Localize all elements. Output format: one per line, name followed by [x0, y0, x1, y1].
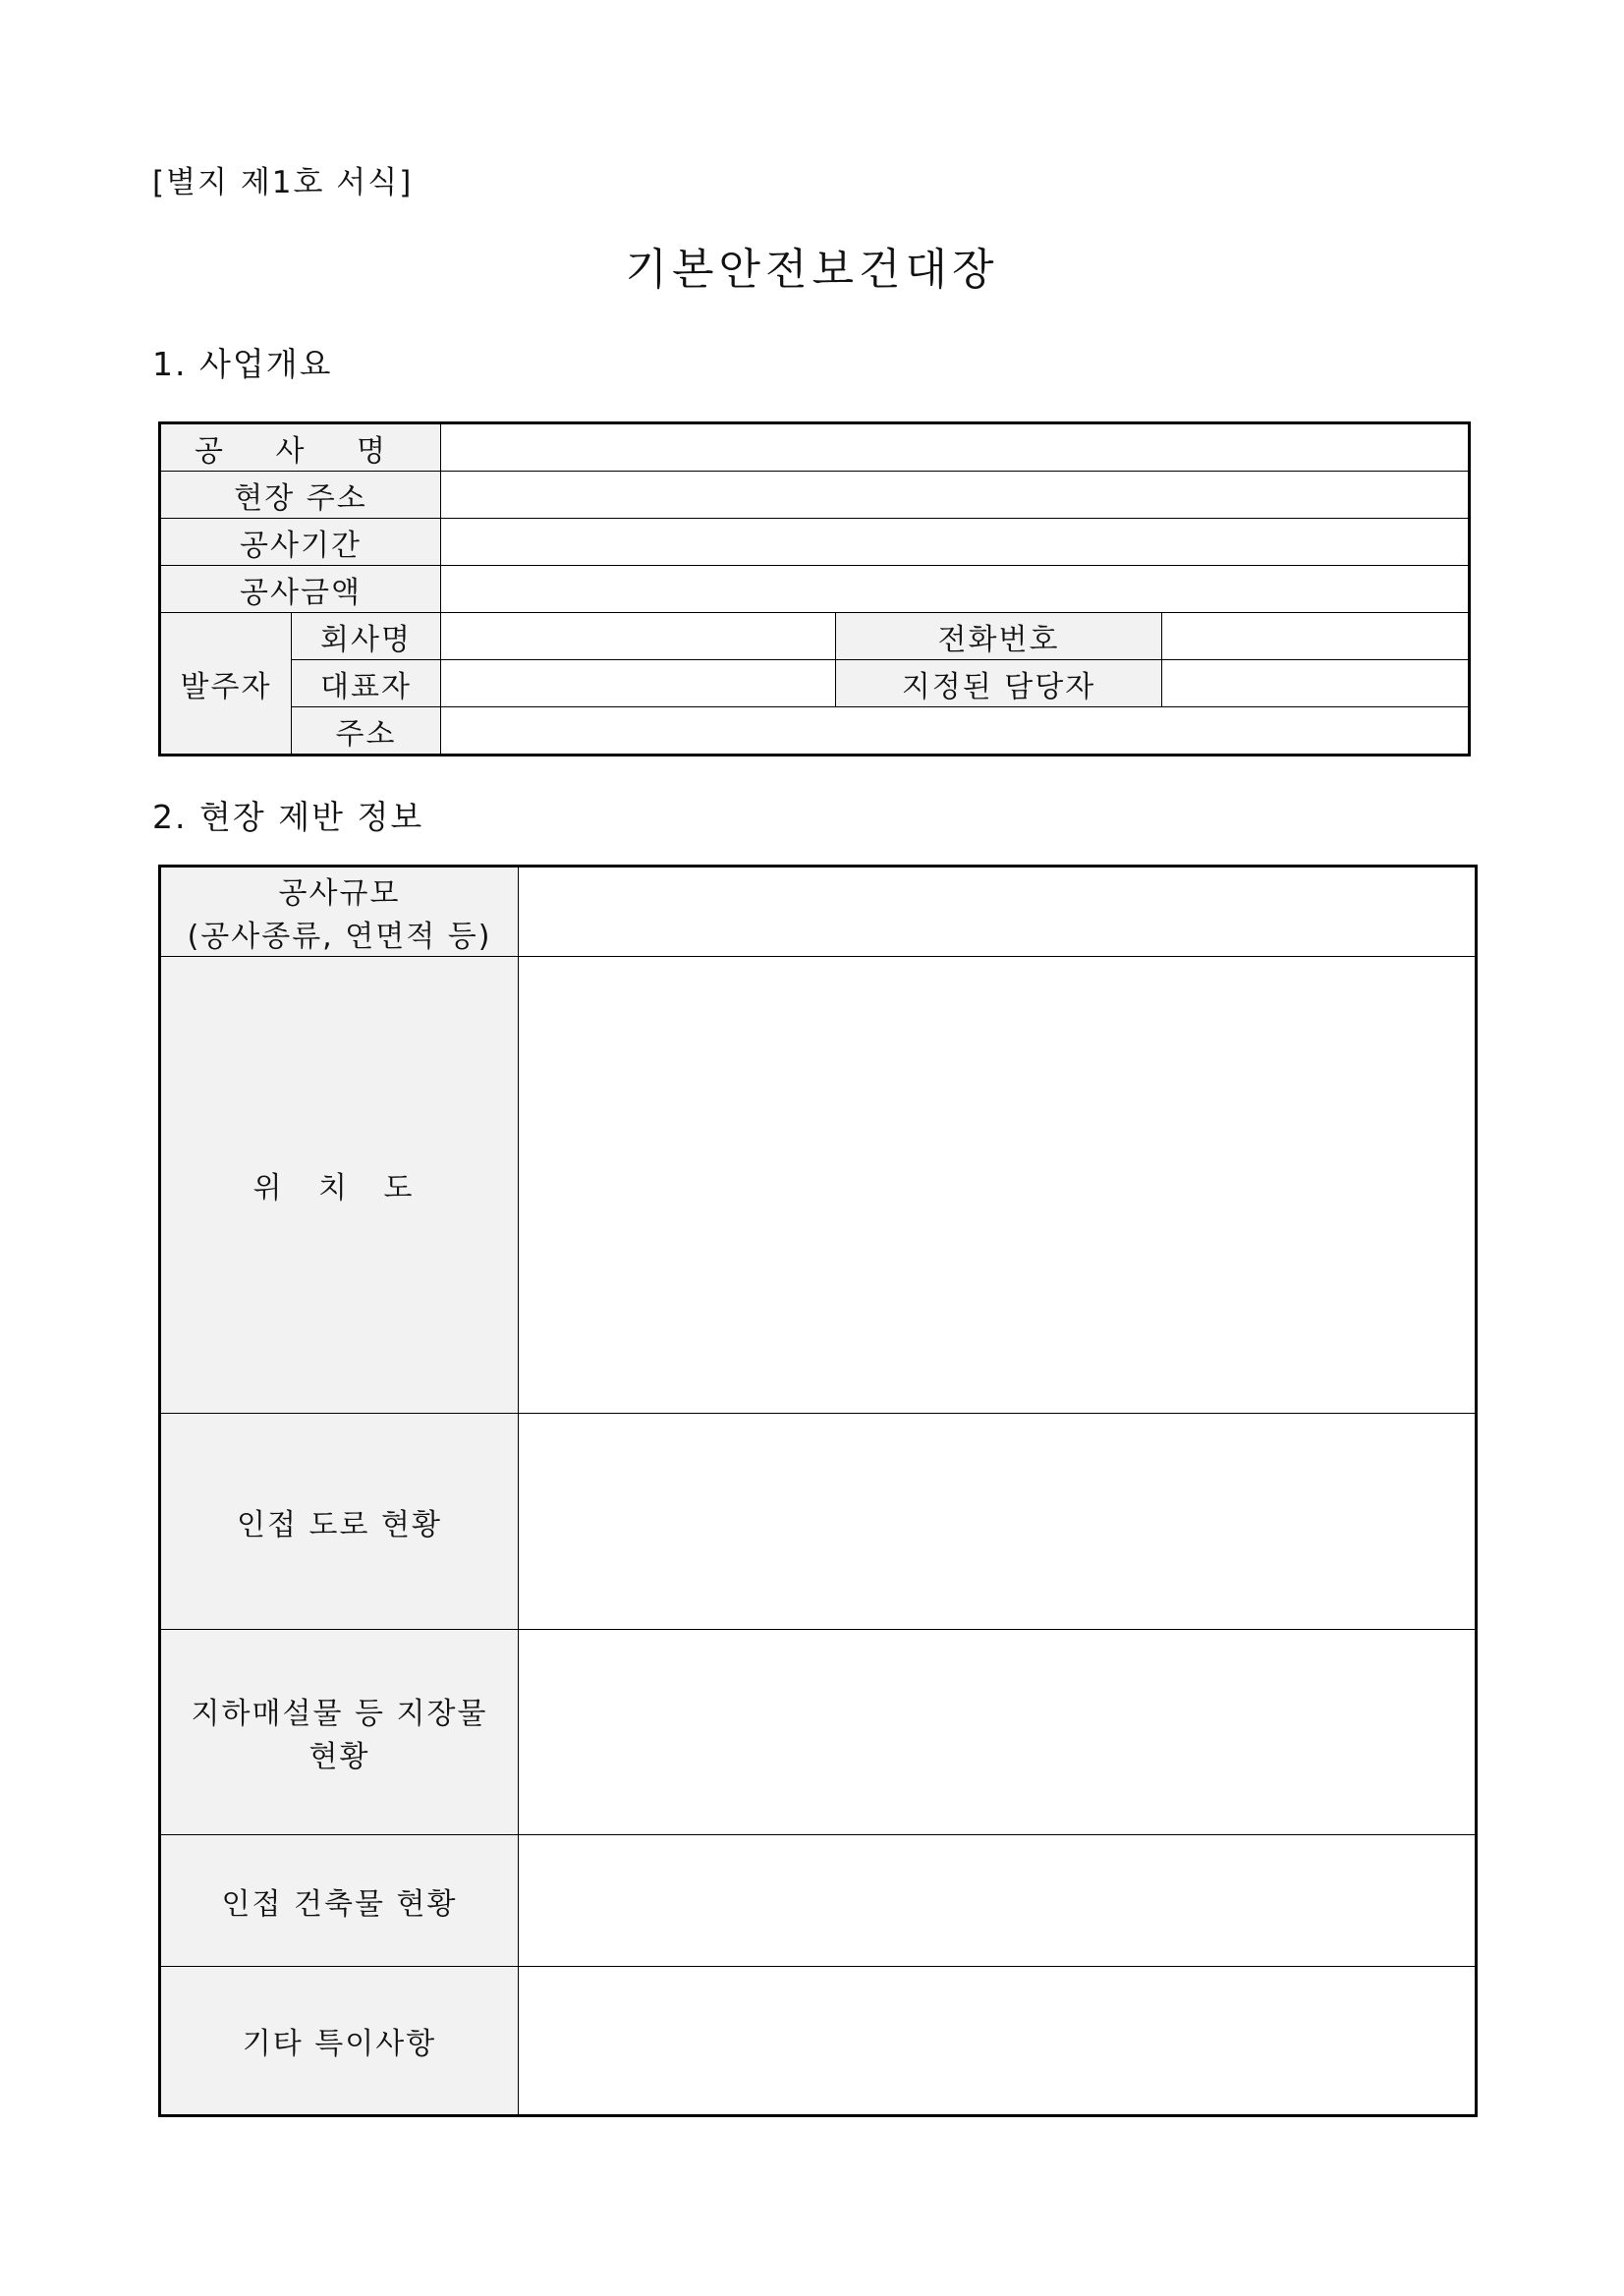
- table-row: [160, 566, 1470, 613]
- adjacent-roads-field[interactable]: [519, 1414, 1477, 1630]
- table-row: [160, 707, 1470, 756]
- other-notes-field[interactable]: [519, 1967, 1477, 2116]
- section1-heading: 1. 사업개요: [152, 345, 333, 383]
- label-phone: 전화번호: [836, 613, 1162, 660]
- label-representative: 대표자: [292, 660, 441, 707]
- table-row: [160, 1967, 1477, 2116]
- label-period: 공사기간: [160, 519, 441, 566]
- label-other-notes: 기타 특이사항: [160, 1967, 519, 2116]
- label-scale-line1: 공사규모: [278, 876, 401, 911]
- amount-field[interactable]: [441, 566, 1470, 613]
- label-underground-line2: 현황: [308, 1740, 370, 1774]
- manager-field[interactable]: [1162, 660, 1470, 707]
- label-amount: 공사금액: [160, 566, 441, 613]
- project-name-field[interactable]: [441, 423, 1470, 472]
- company-field[interactable]: [441, 613, 836, 660]
- label-adjacent-roads: 인접 도로 현황: [160, 1414, 519, 1630]
- location-map-field[interactable]: [519, 957, 1477, 1414]
- label-site-address: 현장 주소: [160, 472, 441, 519]
- label-company: 회사명: [292, 613, 441, 660]
- table-row: [160, 519, 1470, 566]
- section2-heading: 2. 현장 제반 정보: [152, 798, 424, 836]
- label-location-map: 위 치 도: [160, 957, 519, 1414]
- table-row: [160, 1414, 1477, 1630]
- table-row: [160, 1835, 1477, 1967]
- table-row: [160, 957, 1477, 1414]
- table-row: [160, 423, 1470, 472]
- table-row: [160, 1630, 1477, 1835]
- period-field[interactable]: [441, 519, 1470, 566]
- label-manager: 지정된 담당자: [836, 660, 1162, 707]
- label-scale: [160, 867, 519, 957]
- underground-field[interactable]: [519, 1630, 1477, 1835]
- phone-field[interactable]: [1162, 613, 1470, 660]
- table-row: [160, 660, 1470, 707]
- label-address: 주소: [292, 707, 441, 756]
- representative-field[interactable]: [441, 660, 836, 707]
- project-overview-table: [158, 421, 1471, 756]
- adjacent-buildings-field[interactable]: [519, 1835, 1477, 1967]
- label-scale-line2: (공사종류, 연면적 등): [187, 920, 492, 954]
- scale-field[interactable]: [519, 867, 1477, 957]
- table-row: [160, 613, 1470, 660]
- document-title: 기본안전보건대장: [625, 245, 999, 295]
- label-adjacent-buildings: 인접 건축물 현황: [160, 1835, 519, 1967]
- label-project-name: 공 사 명: [160, 423, 441, 472]
- address-field[interactable]: [441, 707, 1470, 756]
- table-row: [160, 867, 1477, 957]
- form-number: [별지 제1호 서식]: [152, 165, 414, 200]
- label-underground-line1: 지하매설물 등 지장물: [191, 1697, 488, 1731]
- label-underground: [160, 1630, 519, 1835]
- table-row: [160, 472, 1470, 519]
- label-client: 발주자: [160, 613, 292, 756]
- site-address-field[interactable]: [441, 472, 1470, 519]
- site-info-table: [158, 865, 1478, 2117]
